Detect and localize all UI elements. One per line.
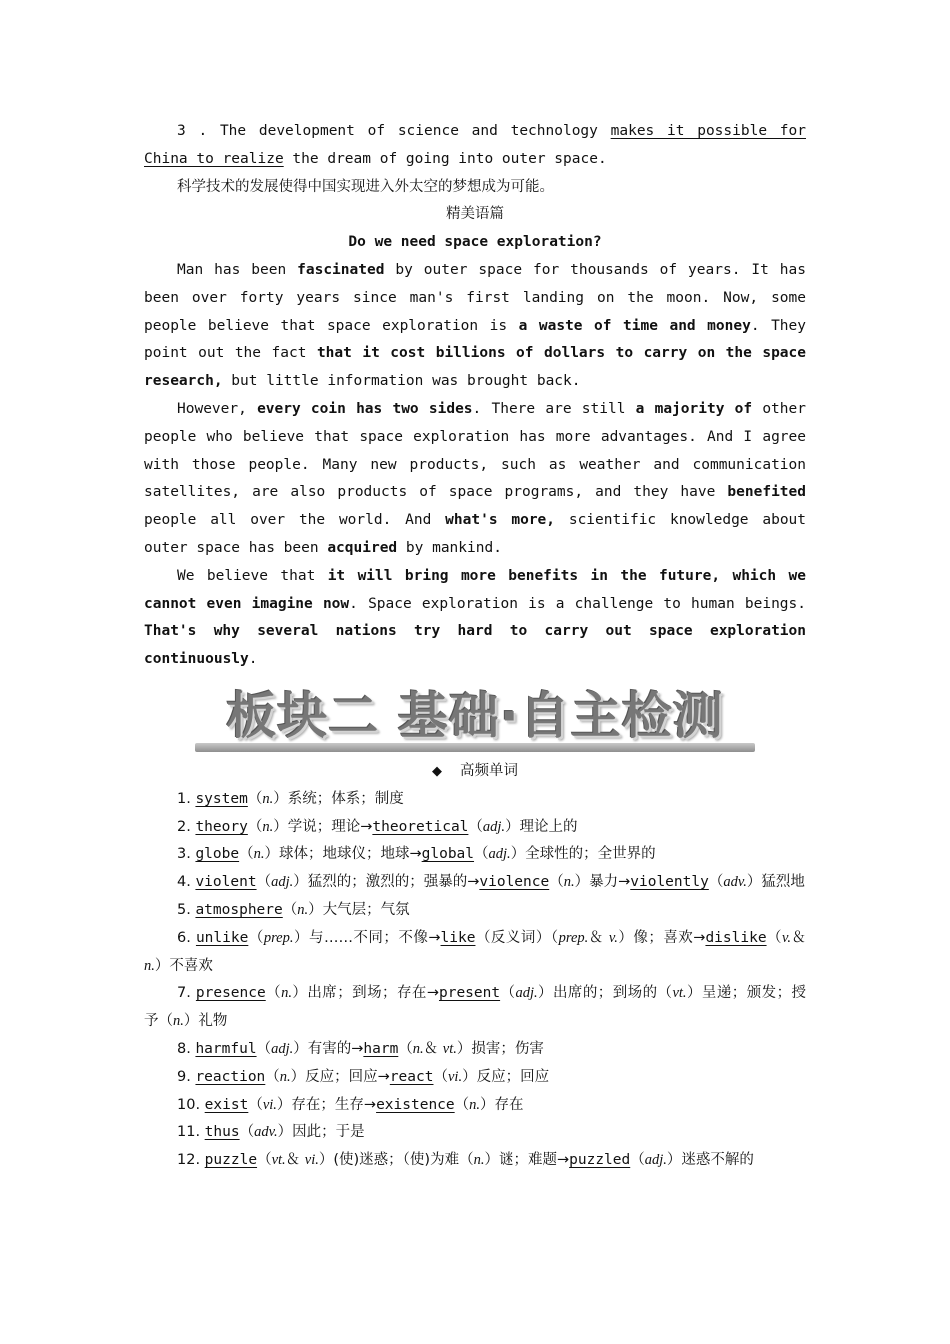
- part-of-speech: n.: [297, 901, 309, 918]
- vocab-definition: （: [247, 818, 263, 835]
- part-of-speech: adj.: [271, 1040, 294, 1057]
- vocab-definition: ）出席的；到场的（: [537, 985, 673, 1002]
- vocab-number: 7.: [177, 985, 196, 1002]
- vocab-word: unlike: [195, 929, 249, 946]
- example-sentence-3: [144, 118, 806, 174]
- vocab-definition: （反义词）（: [475, 929, 559, 946]
- part-of-speech: vt.: [672, 985, 687, 1002]
- part-of-speech: adj.: [488, 846, 511, 863]
- vocab-word: thus: [204, 1124, 240, 1141]
- part-of-speech: n.: [144, 957, 155, 974]
- essay-paragraph-2: [144, 396, 806, 563]
- vocab-definition: ）学说；理论→: [273, 818, 373, 835]
- essay-text: We believe that: [177, 567, 328, 584]
- vocab-definition: ）猛烈的；激烈的；强暴的→: [293, 874, 480, 891]
- essay-paragraph-1: [144, 257, 806, 396]
- section-banner: [195, 686, 755, 752]
- vocab-word: atmosphere: [195, 901, 283, 918]
- document-page: [144, 118, 806, 1175]
- vocab-definition: （: [247, 790, 263, 807]
- vocab-definition: ）暴力→: [574, 874, 631, 891]
- essay-text: . Space exploration is a challenge to human beings.: [349, 595, 806, 612]
- vocab-item: [144, 1064, 806, 1092]
- part-of-speech: adj.: [644, 1152, 667, 1169]
- part-of-speech: vi.: [447, 1068, 463, 1085]
- essay-text: by mankind.: [397, 539, 502, 556]
- vocab-item: [144, 841, 806, 869]
- vocab-definition: （: [766, 929, 783, 946]
- essay-text: .: [248, 651, 258, 668]
- vocab-word: reaction: [195, 1068, 266, 1085]
- diamond-icon: ◆: [432, 763, 442, 779]
- part-of-speech: adj.: [482, 818, 506, 835]
- vocab-definition: ）迷惑不解的: [666, 1152, 754, 1169]
- essay-text: Man has been: [177, 261, 298, 278]
- part-of-speech: adv.: [254, 1124, 278, 1141]
- vocab-definition: （: [239, 1124, 255, 1141]
- essay-text: However,: [177, 400, 258, 417]
- vocab-item: [144, 925, 806, 981]
- vocab-definition: （: [265, 985, 282, 1002]
- vocab-number: 11.: [177, 1124, 205, 1141]
- vocab-definition: （: [500, 985, 516, 1002]
- part-of-speech: adj.: [271, 874, 294, 891]
- vocab-word: system: [195, 790, 248, 807]
- banner-title: 板块二 基础·自主检测: [226, 686, 724, 745]
- part-of-speech: n.: [253, 846, 265, 863]
- vocab-definition: ＆: [423, 1040, 443, 1057]
- derived-word: dislike: [705, 929, 767, 946]
- essay-bold-phrase: That's why several nations try hard to carry out space exploration continuously: [144, 623, 806, 668]
- derived-word: present: [438, 985, 501, 1002]
- vocab-definition: ）因此；于是: [277, 1124, 365, 1141]
- vocab-definition: ）不喜欢: [154, 957, 213, 974]
- vocab-definition: ）理论上的: [505, 818, 578, 835]
- vocab-number: 8.: [177, 1040, 196, 1057]
- vocab-definition: ＆: [588, 929, 609, 946]
- vocab-definition: （: [256, 874, 272, 891]
- vocab-list: [144, 786, 806, 1175]
- essay-bold-phrase: fascinated: [297, 261, 385, 278]
- part-of-speech: vt.: [442, 1040, 457, 1057]
- vocab-definition: （: [474, 846, 489, 863]
- vocab-item: [144, 980, 806, 1036]
- vocab-definition: （: [248, 929, 264, 946]
- vocab-number: 9.: [177, 1068, 196, 1085]
- vocab-number: 10.: [177, 1096, 205, 1113]
- part-of-speech: n.: [262, 790, 274, 807]
- vocab-definition: ）(使)迷惑；（使)为难（: [318, 1152, 474, 1169]
- vocab-number: 4.: [177, 874, 196, 891]
- vocab-item: [144, 897, 806, 925]
- vocab-definition: ）全球性的；全世界的: [510, 846, 656, 863]
- essay-text: but little information was brought back.: [222, 373, 581, 390]
- vocab-number: 5.: [177, 901, 196, 918]
- essay-bold-phrase: every coin has two sides: [257, 400, 473, 417]
- derived-word: puzzled: [569, 1152, 631, 1169]
- vocab-definition: ）出席；到场；存在→: [291, 985, 439, 1002]
- vocab-number: 2.: [177, 818, 196, 835]
- derived-word: violently: [630, 874, 709, 891]
- derived-word: like: [440, 929, 476, 946]
- vocab-number: 3.: [177, 846, 196, 863]
- vocab-definition: ）礼物: [183, 1013, 228, 1030]
- part-of-speech: n.: [262, 818, 274, 835]
- section-title: 精美语篇: [446, 206, 504, 223]
- part-of-speech: n.: [473, 1152, 485, 1169]
- derived-word: existence: [376, 1096, 455, 1113]
- vocab-definition: ）谜；难题→: [484, 1152, 570, 1169]
- derived-word: harm: [363, 1040, 399, 1057]
- essay-bold-phrase: acquired: [327, 539, 398, 556]
- vocab-definition: ）反应；回应: [462, 1068, 550, 1085]
- vocab-definition: （: [248, 1096, 263, 1113]
- sentence-number: 3 .: [177, 123, 208, 139]
- part-of-speech: vi.: [304, 1152, 319, 1169]
- vocab-definition: ）像；喜欢→: [617, 929, 706, 946]
- essay-text: by outer space for thousands of years. It has been over forty years since man's first landing on the moon. Now, some people believe that space exploration is: [144, 261, 806, 334]
- vocab-item: [144, 1036, 806, 1064]
- essay-text: . There are still: [472, 400, 636, 417]
- vocab-definition: （: [454, 1096, 470, 1113]
- vocab-definition: ）有害的→: [293, 1040, 364, 1057]
- vocab-definition: ）系统；体系；制度: [273, 790, 404, 807]
- part-of-speech: vt.: [271, 1152, 286, 1169]
- vocab-word: theory: [195, 818, 248, 835]
- vocab-item: [144, 1147, 806, 1175]
- part-of-speech: adj.: [515, 985, 538, 1002]
- vocab-word: harmful: [195, 1040, 257, 1057]
- vocab-item: [144, 1119, 806, 1147]
- vocab-word: globe: [195, 846, 240, 863]
- vocab-definition: （: [265, 1068, 280, 1085]
- part-of-speech: prep.: [558, 929, 589, 946]
- vocab-definition: ＆: [791, 929, 807, 946]
- derived-word: theoretical: [372, 818, 469, 835]
- vocab-definition: ）猛烈地: [746, 874, 805, 891]
- vocab-definition: ）反应；回应→: [290, 1068, 390, 1085]
- vocab-definition: ）大气层；气氛: [308, 901, 410, 918]
- part-of-speech: prep.: [263, 929, 294, 946]
- part-of-speech: n.: [563, 874, 575, 891]
- vocab-definition: （: [708, 874, 724, 891]
- part-of-speech: n.: [173, 1013, 184, 1030]
- essay-bold-phrase: that it cost billions of dollars to carry on the space research,: [144, 345, 806, 390]
- essay-bold-phrase: benefited: [727, 484, 806, 501]
- vocab-item: [144, 814, 806, 842]
- underlined-phrase: makes it possible for China to realize: [144, 123, 806, 167]
- essay-text: . They point out the fact: [144, 317, 806, 362]
- vocab-definition: （: [468, 818, 483, 835]
- vocab-definition: ＆: [285, 1152, 305, 1169]
- vocab-definition: （: [630, 1152, 645, 1169]
- essay-title: Do we need space exploration?: [348, 234, 602, 251]
- vocab-word: violent: [195, 874, 257, 891]
- vocab-definition: ）呈递；颁发；授予（: [144, 985, 807, 1030]
- vocab-definition: （: [433, 1068, 448, 1085]
- derived-word: global: [421, 846, 475, 863]
- vocab-definition: （: [256, 1040, 272, 1057]
- essay-text: scientific knowledge about outer space has been: [144, 512, 807, 556]
- vocab-item: [144, 786, 806, 814]
- vocab-definition: ）与……不同；不像→: [293, 929, 441, 946]
- part-of-speech: n.: [279, 1068, 291, 1085]
- vocab-definition: ）损害；伤害: [456, 1040, 544, 1057]
- vocab-definition: （: [282, 901, 298, 918]
- essay-paragraph-3: [144, 563, 806, 674]
- vocab-definition: ）存在: [480, 1096, 524, 1113]
- part-of-speech: n.: [281, 985, 292, 1002]
- part-of-speech: v.: [608, 929, 618, 946]
- essay-text: people all over the world. And: [144, 512, 446, 529]
- vocab-word: presence: [195, 985, 266, 1002]
- vocab-number: 12.: [177, 1152, 205, 1169]
- part-of-speech: adv.: [723, 874, 747, 891]
- vocab-definition: （: [257, 1152, 272, 1169]
- vocab-heading-text: 高频单词: [460, 762, 518, 779]
- vocab-number: 1.: [177, 790, 196, 807]
- vocab-item: [144, 1092, 806, 1120]
- vocab-word: exist: [204, 1096, 249, 1113]
- sentence-text: The development of science and technology: [207, 123, 611, 139]
- essay-bold-phrase: a waste of time and money: [518, 317, 751, 334]
- part-of-speech: n.: [412, 1040, 424, 1057]
- sentence-translation: 科学技术的发展使得中国实现进入外太空的梦想成为可能。: [177, 178, 554, 195]
- vocab-heading: [144, 758, 806, 786]
- vocab-word: puzzle: [204, 1152, 258, 1169]
- vocab-definition: （: [549, 874, 564, 891]
- part-of-speech: n.: [469, 1096, 481, 1113]
- sentence-text: the dream of going into outer space.: [283, 150, 607, 167]
- vocab-definition: ）球体；地球仪；地球→: [264, 846, 422, 863]
- vocab-definition: （: [398, 1040, 413, 1057]
- part-of-speech: vi.: [262, 1096, 277, 1113]
- essay-bold-phrase: a majority of: [635, 400, 753, 417]
- part-of-speech: v.: [782, 929, 792, 946]
- derived-word: react: [389, 1068, 434, 1085]
- derived-word: violence: [479, 874, 550, 891]
- vocab-definition: ）存在；生存→: [276, 1096, 377, 1113]
- essay-text: other people who believe that space exploration has more advantages. And I agree with those people. Many new products, such as weather and communication satellites, are also products of space programs, and they have: [144, 400, 806, 501]
- vocab-definition: （: [239, 846, 254, 863]
- essay-bold-phrase: it will bring more benefits in the future, which we cannot even imagine now: [144, 567, 806, 612]
- vocab-item: [144, 869, 806, 897]
- essay-bold-phrase: what's more,: [445, 512, 556, 529]
- vocab-number: 6.: [177, 929, 196, 946]
